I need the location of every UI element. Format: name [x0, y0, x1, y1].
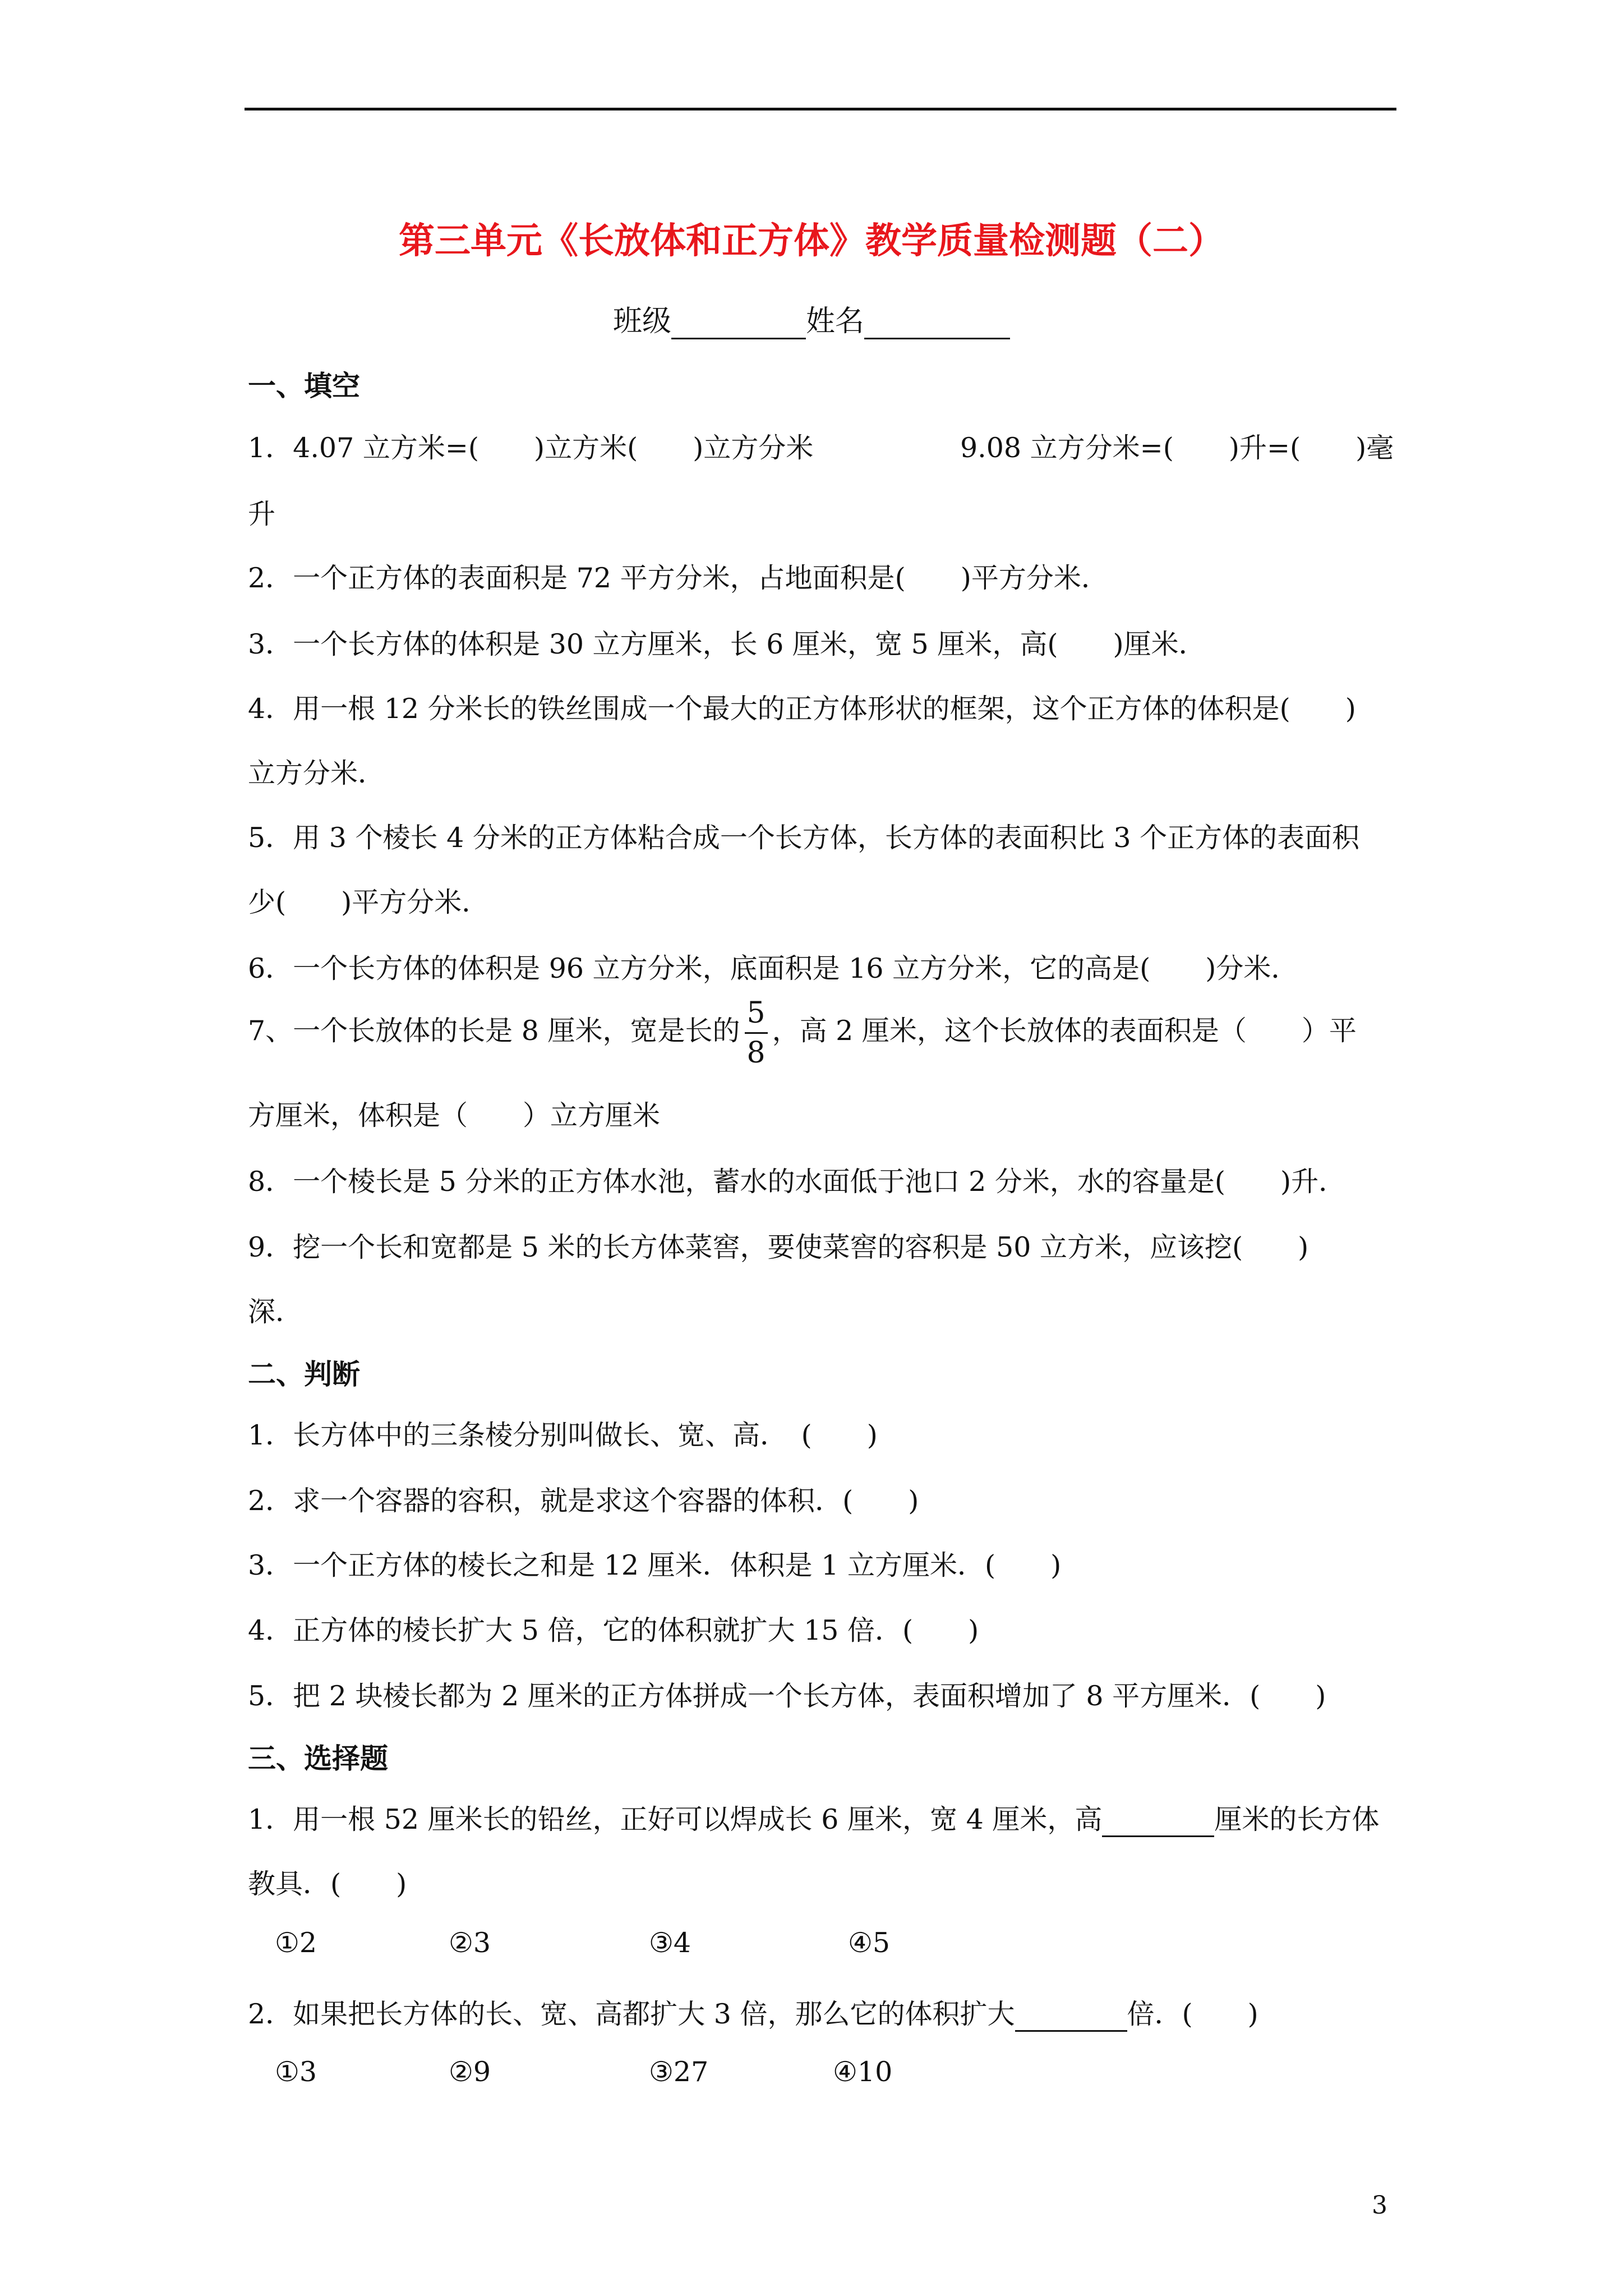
- name-blank: [864, 307, 1010, 339]
- question-1-7b: 方厘米，体积是（ ）立方厘米: [248, 1099, 661, 1131]
- section-heading-fill-in: 一、填空: [248, 370, 360, 402]
- class-label: 班级: [612, 305, 671, 338]
- header-rule: [245, 108, 1396, 111]
- option-3-1-1: ①2: [275, 1927, 317, 1959]
- fraction: [745, 996, 768, 1070]
- option-3-2-2: ②9: [449, 2056, 491, 2088]
- question-3-2-text-before: 2．如果把长方体的长、宽、高都扩大 3 倍，那么它的体积扩大: [248, 1998, 1015, 2030]
- question-1-7a: [248, 996, 1357, 1070]
- question-1-1b: 9.08 立方分米=( )升=( )毫: [960, 432, 1394, 464]
- question-2-4: 4．正方体的棱长扩大 5 倍，它的体积就扩大 15 倍．( ): [248, 1614, 979, 1646]
- question-1-1c: 升: [248, 498, 276, 530]
- question-1-3: 3．一个长方体的体积是 30 立方厘米，长 6 厘米，宽 5 厘米，高( )厘米．: [248, 628, 1206, 660]
- question-1-5b: 少( )平方分米．: [248, 886, 490, 918]
- question-1-2: 2．一个正方体的表面积是 72 平方分米，占地面积是( )平方分米．: [248, 562, 1109, 594]
- fraction-numerator: 5: [745, 999, 768, 1034]
- question-2-1: 1．长方体中的三条棱分别叫做长、宽、高． ( ): [248, 1419, 878, 1451]
- option-3-1-3: ③4: [649, 1927, 691, 1959]
- question-3-2: [248, 1993, 1258, 2032]
- option-3-2-4: ④10: [833, 2056, 893, 2088]
- question-1-7-text-after: ，高 2 厘米，这个长放体的表面积是（ ）平: [772, 1015, 1357, 1047]
- question-2-3: 3．一个正方体的棱长之和是 12 厘米．体积是 1 立方厘米．( ): [248, 1549, 1062, 1581]
- fraction-denominator: 8: [746, 1036, 766, 1070]
- option-3-2-1: ①3: [275, 2056, 317, 2088]
- question-2-2: 2．求一个容器的容积，就是求这个容器的体积．( ): [248, 1485, 919, 1517]
- question-3-2-text-after: 倍．( ): [1127, 1998, 1258, 2030]
- question-3-1b: 教具．( ): [248, 1868, 407, 1900]
- question-1-4a: 4．用一根 12 分米长的铁丝围成一个最大的正方体形状的框架，这个正方体的体积是( ): [248, 693, 1356, 725]
- question-1-8: 8．一个棱长是 5 分米的正方体水池，蓄水的水面低于池口 2 分米，水的容量是( )升．: [248, 1166, 1347, 1198]
- option-3-2-3: ③27: [649, 2056, 709, 2088]
- page-number: 3: [1372, 2191, 1387, 2220]
- question-3-1a: [248, 1798, 1379, 1837]
- question-2-5: 5．把 2 块棱长都为 2 厘米的正方体拼成一个长方体，表面积增加了 8 平方厘米．( ): [248, 1680, 1326, 1712]
- section-heading-multiple-choice: 三、选择题: [248, 1742, 388, 1775]
- question-3-1-text-after: 厘米的长方体: [1214, 1803, 1380, 1835]
- option-3-1-2: ②3: [449, 1927, 491, 1959]
- page-title: 第三单元《长放体和正方体》教学质量检测题（二）: [399, 220, 1224, 262]
- section-heading-true-false: 二、判断: [248, 1358, 360, 1391]
- student-info: [0, 297, 1623, 339]
- question-1-1a: 1．4.07 立方米=( )立方米( )立方分米: [248, 432, 814, 464]
- class-blank: [671, 307, 806, 339]
- question-1-6: 6．一个长方体的体积是 96 立方分米，底面积是 16 立方分米，它的高是( )分米．: [248, 953, 1299, 984]
- answer-blank: [1102, 1809, 1214, 1837]
- option-3-1-4: ④5: [848, 1927, 891, 1959]
- question-1-9a: 9．挖一个长和宽都是 5 米的长方体菜窖，要使菜窖的容积是 50 立方米，应该挖( ): [248, 1231, 1309, 1263]
- name-label: 姓名: [806, 305, 865, 338]
- answer-blank: [1015, 2003, 1127, 2032]
- question-1-9b: 深．: [248, 1296, 303, 1328]
- question-1-4b: 立方分米．: [248, 757, 386, 789]
- question-1-5a: 5．用 3 个棱长 4 分米的正方体粘合成一个长方体，长方体的表面积比 3 个正方体的表面积: [248, 822, 1360, 854]
- question-1-7-text-before: 7、一个长放体的长是 8 厘米，宽是长的: [248, 1015, 740, 1047]
- question-3-1-text-before: 1．用一根 52 厘米长的铅丝，正好可以焊成长 6 厘米，宽 4 厘米，高: [248, 1803, 1103, 1835]
